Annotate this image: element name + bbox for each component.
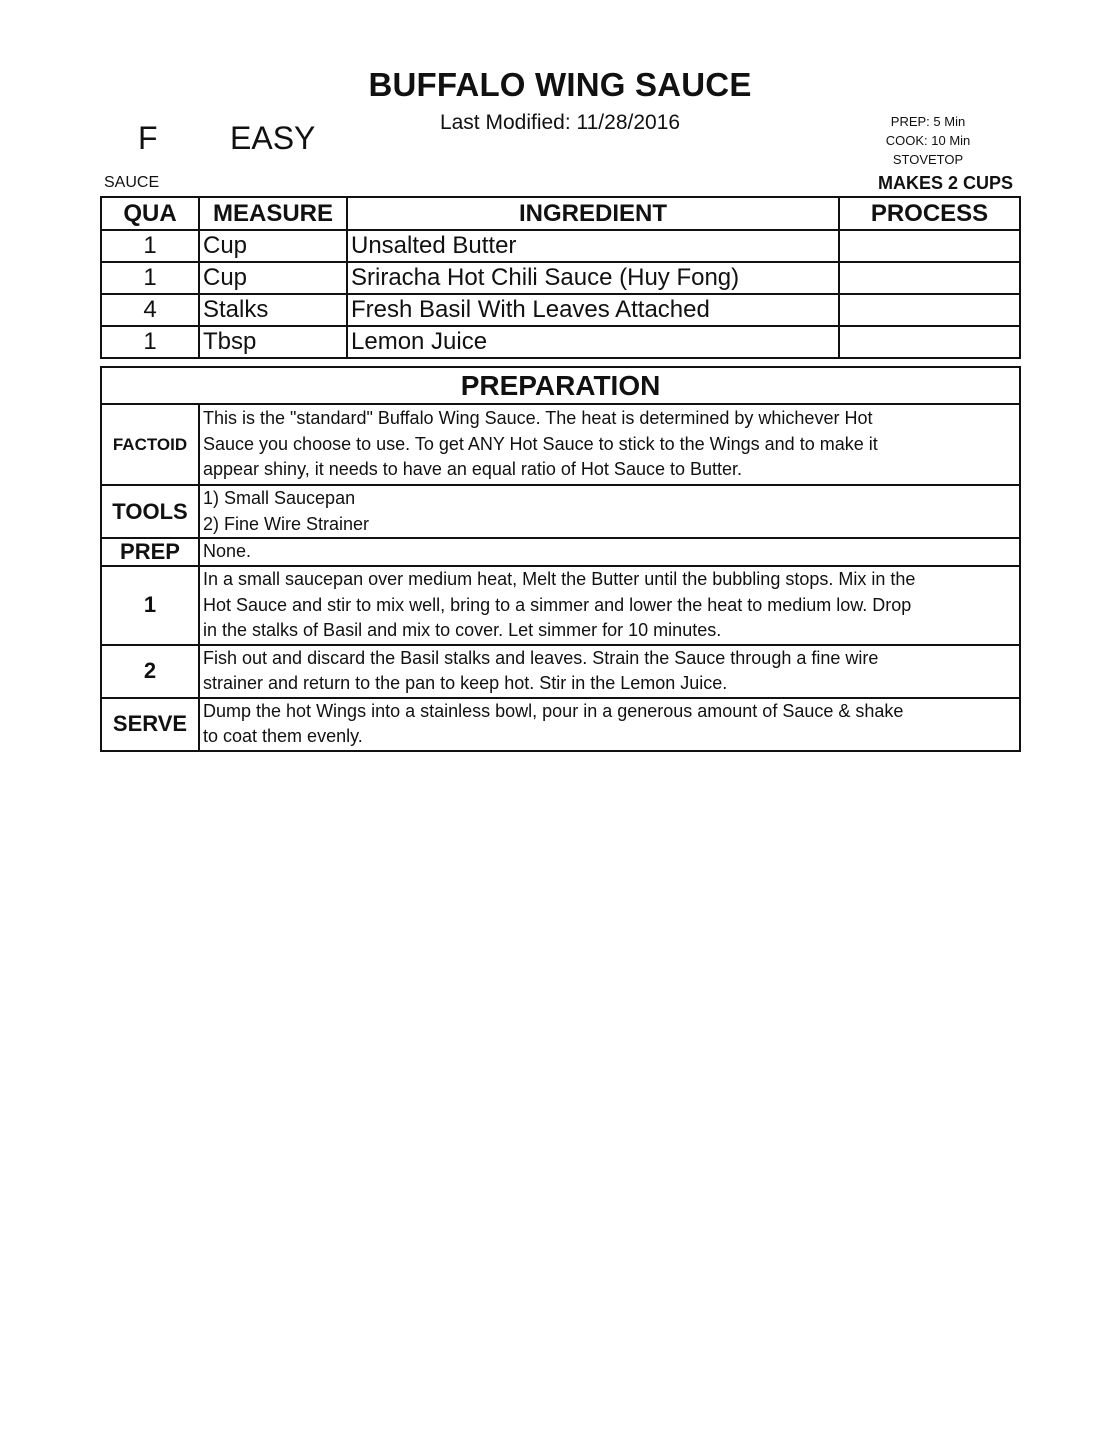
ingredient-qty: 1 bbox=[101, 262, 199, 294]
text-line: Dump the hot Wings into a stainless bowl, pour in a generous amount of Sauce & shake bbox=[203, 700, 904, 721]
ingredient-process bbox=[839, 326, 1020, 358]
timing-info bbox=[858, 112, 998, 169]
cook-time: COOK: 10 Min bbox=[885, 133, 971, 148]
ingredient-process bbox=[839, 262, 1020, 294]
text-line: in the stalks of Basil and mix to cover. Let simmer for 10 minutes. bbox=[203, 620, 722, 640]
prep-label-serve: SERVE bbox=[101, 698, 199, 751]
prep-label-step-1: 1 bbox=[101, 566, 199, 645]
last-modified: Last Modified: 11/28/2016 bbox=[439, 111, 681, 134]
prep-time: PREP: 5 Min bbox=[890, 114, 966, 129]
category: SAUCE bbox=[104, 174, 160, 191]
ingredient-process bbox=[839, 230, 1020, 262]
ingredient-name: Fresh Basil With Leaves Attached bbox=[347, 294, 839, 326]
ingredient-measure: Tbsp bbox=[199, 326, 347, 358]
prep-text-step-2 bbox=[199, 645, 1020, 698]
text-line: None. bbox=[203, 541, 252, 562]
ingredients-table bbox=[100, 196, 1021, 359]
text-line: Sauce you choose to use. To get ANY Hot Sauce to stick to the Wings and to make it bbox=[203, 433, 878, 454]
prep-label-factoid: FACTOID bbox=[101, 404, 199, 485]
ingredient-qty: 1 bbox=[101, 326, 199, 358]
yield: MAKES 2 CUPS bbox=[877, 173, 1013, 193]
column-header-qty: QUA bbox=[101, 197, 199, 230]
text-line: Hot Sauce and stir to mix well, bring to a simmer and lower the heat to medium low. Drop bbox=[203, 594, 912, 615]
ingredients-header-row bbox=[101, 197, 1020, 230]
text-line: This is the "standard" Buffalo Wing Sauce. The heat is determined by whichever Hot bbox=[203, 408, 873, 429]
ingredient-row bbox=[101, 294, 1020, 326]
text-line: to coat them evenly. bbox=[203, 726, 363, 746]
prep-text-serve bbox=[199, 698, 1020, 751]
ingredient-qty: 1 bbox=[101, 230, 199, 262]
ingredient-row bbox=[101, 326, 1020, 358]
prep-row-prep bbox=[101, 538, 1020, 566]
ingredient-name: Sriracha Hot Chili Sauce (Huy Fong) bbox=[347, 262, 839, 294]
column-header-process: PROCESS bbox=[839, 197, 1020, 230]
prep-text-factoid bbox=[199, 404, 1020, 485]
column-header-measure: MEASURE bbox=[199, 197, 347, 230]
prep-row-step-1 bbox=[101, 566, 1020, 645]
recipe-title: BUFFALO WING SAUCE bbox=[368, 66, 752, 103]
cook-method: STOVETOP bbox=[892, 152, 964, 167]
prep-label-prep: PREP bbox=[101, 538, 199, 566]
prep-text-tools bbox=[199, 485, 1020, 538]
text-line: strainer and return to the pan to keep hot. Stir in the Lemon Juice. bbox=[203, 673, 728, 693]
ingredient-measure: Stalks bbox=[199, 294, 347, 326]
grade: F bbox=[138, 120, 158, 156]
difficulty: EASY bbox=[230, 120, 316, 156]
prep-row-step-2 bbox=[101, 645, 1020, 698]
prep-text-prep bbox=[199, 538, 1020, 566]
prep-row-serve bbox=[101, 698, 1020, 751]
prep-label-step-2: 2 bbox=[101, 645, 199, 698]
text-line: 2) Fine Wire Strainer bbox=[203, 513, 370, 534]
ingredient-name: Unsalted Butter bbox=[347, 230, 839, 262]
ingredient-measure: Cup bbox=[199, 262, 347, 294]
preparation-table bbox=[100, 366, 1021, 752]
prep-text-step-1 bbox=[199, 566, 1020, 645]
text-line: appear shiny, it needs to have an equal ratio of Hot Sauce to Butter. bbox=[203, 459, 743, 480]
preparation-heading: PREPARATION bbox=[101, 367, 1020, 404]
text-line: Fish out and discard the Basil stalks and leaves. Strain the Sauce through a fine wire bbox=[203, 647, 879, 668]
ingredient-process bbox=[839, 294, 1020, 326]
column-header-ingredient: INGREDIENT bbox=[347, 197, 839, 230]
prep-row-factoid bbox=[101, 404, 1020, 485]
text-line: 1) Small Saucepan bbox=[203, 488, 356, 508]
ingredient-row bbox=[101, 262, 1020, 294]
ingredient-name: Lemon Juice bbox=[347, 326, 839, 358]
prep-label-tools: TOOLS bbox=[101, 485, 199, 538]
prep-row-tools bbox=[101, 485, 1020, 538]
ingredient-measure: Cup bbox=[199, 230, 347, 262]
text-line: In a small saucepan over medium heat, Melt the Butter until the bubbling stops. Mix in the bbox=[203, 569, 916, 589]
ingredient-row bbox=[101, 230, 1020, 262]
ingredient-qty: 4 bbox=[101, 294, 199, 326]
preparation-header-row bbox=[101, 367, 1020, 404]
